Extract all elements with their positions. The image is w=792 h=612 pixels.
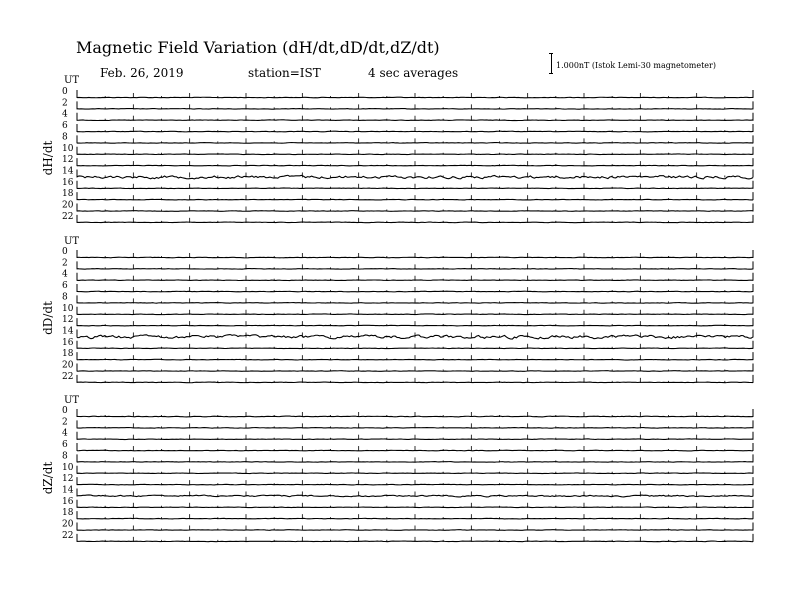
- row-label: 6: [62, 440, 68, 451]
- row-label: 14: [62, 485, 74, 496]
- row-label: 8: [62, 292, 68, 303]
- trace-line: [77, 222, 753, 223]
- row-label: 10: [62, 143, 74, 154]
- component-label: dZ/dt: [41, 461, 55, 495]
- trace-line: [77, 291, 753, 292]
- date-label: Feb. 26, 2019: [100, 66, 184, 80]
- row-label: 20: [62, 200, 74, 211]
- row-label: 2: [62, 98, 68, 109]
- row-label: 18: [62, 189, 74, 200]
- station-label: station=IST: [248, 66, 321, 80]
- row-label: 4: [62, 428, 68, 439]
- component-label: dH/dt: [41, 140, 55, 176]
- row-label: 10: [62, 462, 74, 473]
- trace-line: [77, 143, 753, 144]
- trace-line: [77, 188, 753, 189]
- trace-line: [77, 154, 753, 155]
- row-label: 0: [62, 406, 68, 416]
- trace-line: [77, 199, 753, 200]
- trace-line: [77, 484, 753, 485]
- row-label: 4: [62, 109, 68, 120]
- row-label: 22: [62, 371, 74, 382]
- row-label: 0: [62, 87, 68, 97]
- trace-line: [77, 348, 753, 349]
- row-label: 14: [62, 166, 74, 177]
- row-label: 22: [62, 211, 74, 222]
- row-label: 18: [62, 349, 74, 360]
- trace-line: [77, 382, 753, 383]
- row-label: 18: [62, 508, 74, 519]
- trace-line: [77, 211, 753, 212]
- trace-line: [77, 530, 753, 531]
- row-label: 16: [62, 177, 74, 188]
- ut-label: UT: [64, 75, 80, 86]
- trace-line: [77, 280, 753, 281]
- row-label: 12: [62, 155, 74, 166]
- trace-line: [77, 359, 753, 360]
- trace-line: [77, 303, 753, 304]
- component-label: dD/dt: [41, 301, 55, 335]
- trace-line: [77, 109, 753, 110]
- trace-line: [77, 450, 753, 451]
- trace-line: [77, 97, 753, 98]
- ut-label: UT: [64, 395, 80, 406]
- row-label: 4: [62, 269, 68, 280]
- trace-line: [77, 473, 753, 474]
- trace-line: [77, 439, 753, 440]
- trace-line: [77, 120, 753, 121]
- trace-line: [77, 131, 753, 132]
- trace-line: [77, 518, 753, 519]
- row-label: 2: [62, 417, 68, 428]
- trace-line: [77, 541, 753, 542]
- averaging-label: 4 sec averages: [368, 66, 459, 80]
- trace-line: [77, 507, 753, 508]
- trace-line: [77, 428, 753, 429]
- row-label: 16: [62, 496, 74, 507]
- title: Magnetic Field Variation (dH/dt,dD/dt,dZ/dt): [76, 38, 440, 57]
- row-label: 14: [62, 326, 74, 337]
- row-label: 6: [62, 281, 68, 292]
- row-label: 8: [62, 132, 68, 143]
- trace-line: [77, 462, 753, 463]
- row-label: 12: [62, 315, 74, 326]
- row-label: 22: [62, 530, 74, 541]
- ut-label: UT: [64, 236, 80, 247]
- row-label: 20: [62, 360, 74, 371]
- trace-line: [77, 257, 753, 258]
- trace-line: [77, 416, 753, 417]
- row-label: 2: [62, 258, 68, 269]
- row-label: 0: [62, 247, 68, 257]
- row-label: 8: [62, 451, 68, 462]
- row-label: 16: [62, 337, 74, 348]
- trace-line: [77, 325, 753, 326]
- row-label: 6: [62, 121, 68, 132]
- row-label: 12: [62, 474, 74, 485]
- trace-line: [77, 371, 753, 372]
- trace-line: [77, 165, 753, 166]
- trace-line: [77, 269, 753, 270]
- row-label: 20: [62, 519, 74, 530]
- row-label: 10: [62, 303, 74, 314]
- scale-label: 1.000nT (Istok Lemi-30 magnetometer): [556, 61, 716, 70]
